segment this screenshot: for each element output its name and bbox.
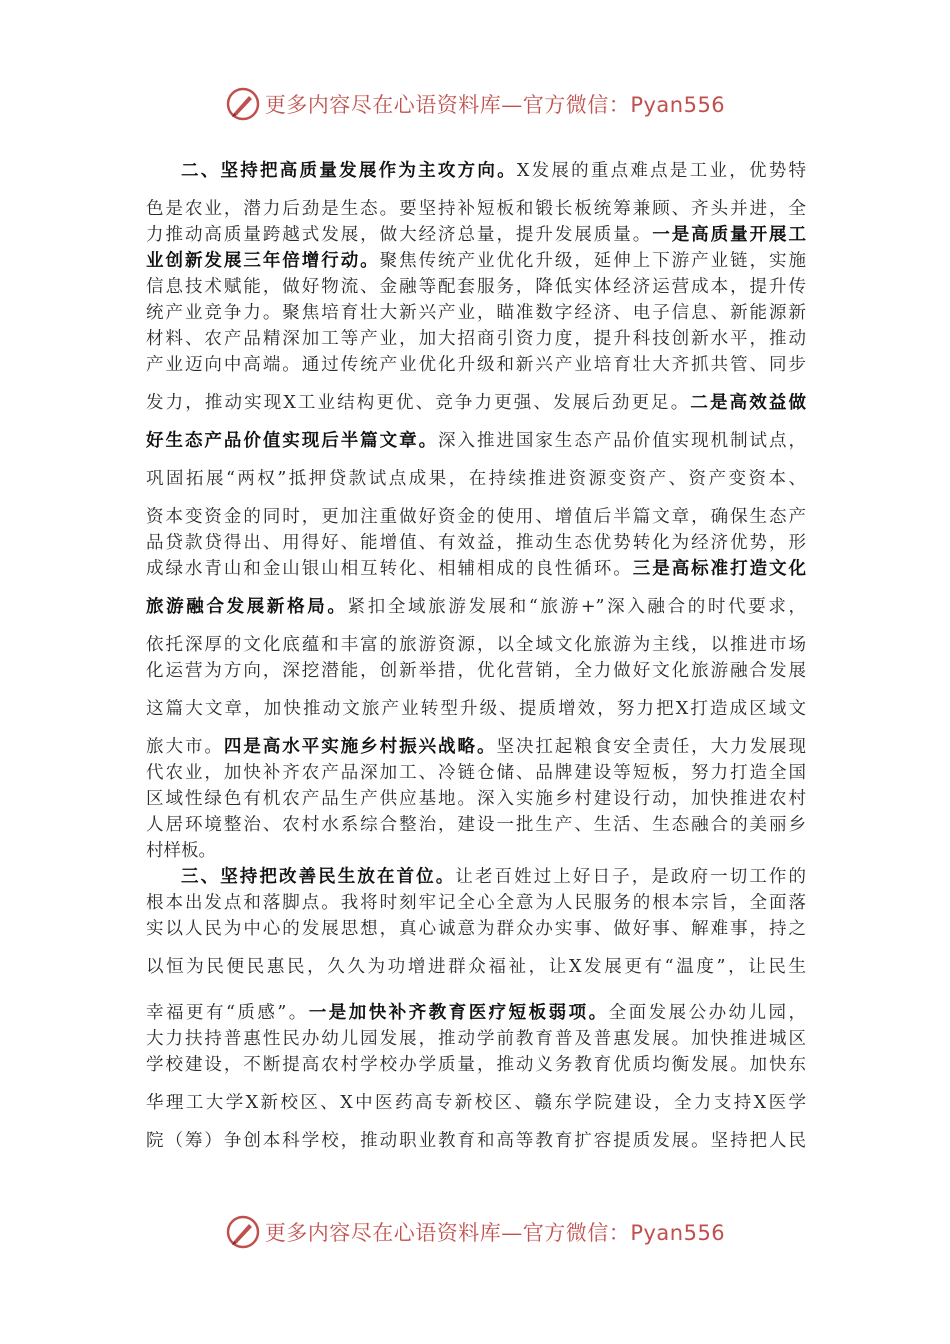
paragraph-line: 院（筹）争创本科学校，推动职业教育和高等教育扩容提质发展。坚持把人民 [146, 1131, 806, 1151]
paragraph-line: 华理工大学X新校区、X中医药高专新校区、赣东学院建设，全力支持X医学 [146, 1093, 806, 1113]
paragraph-line: 依托深厚的文化底蕴和丰富的旅游资源，以全域文化旅游为主线，以推进市场 [146, 635, 806, 655]
paragraph-line: 三、坚持把改善民生放在首位。让老百姓过上好日子，是政府一切工作的 [181, 867, 806, 887]
paragraph-line: 代农业，加快补齐农产品深加工、冷链仓储、品牌建设等短板，努力打造全国 [146, 763, 806, 783]
paragraph-line: 资本变资金的同时，更加注重做好资金的使用、增值后半篇文章，确保生态产 [146, 507, 806, 527]
paragraph-line: 人居环境整治、农村水系综合整治，建设一批生产、生活、生态融合的美丽乡 [146, 815, 806, 835]
paragraph-line: 发力，推动实现X工业结构更优、竞争力更强、发展后劲更足。二是高效益做 [146, 393, 806, 413]
paragraph-line: 这篇大文章，加快推动文旅产业转型升级、提质增效，努力把X打造成区域文 [146, 699, 806, 719]
paragraph-line: 色是农业，潜力后劲是生态。要坚持补短板和锻长板统筹兼顾、齐头并进，全 [146, 199, 806, 219]
paragraph-line: 化运营为方向，深挖潜能，创新举措，优化营销，全力做好文化旅游融合发展 [146, 661, 806, 681]
pen-logo-icon [225, 86, 261, 122]
paragraph-line: 力推动高质量跨越式发展，做大经济总量，提升发展质量。一是高质量开展工 [146, 225, 806, 245]
paragraph-line: 大力扶持普惠性民办幼儿园发展，推动学前教育普及普惠发展。加快推进城区 [146, 1029, 806, 1049]
paragraph-line: 成绿水青山和金山银山相互转化、相辅相成的良性循环。三是高标准打造文化 [146, 559, 806, 579]
wechat-id: Pyan556 [630, 1221, 726, 1245]
section-heading: 三、坚持把改善民生放在首位。 [181, 867, 456, 887]
paragraph-line: 区域性绿色有机农产品生产供应基地。深入实施乡村建设行动，加快推进农村 [146, 789, 806, 809]
paragraph-line: 村样板。 [146, 841, 216, 861]
paragraph-line: 旅大市。四是高水平实施乡村振兴战略。坚决扛起粮食安全责任，大力发展现 [146, 737, 806, 757]
paragraph-line: 好生态产品价值实现后半篇文章。深入推进国家生态产品价值实现机制试点， [146, 431, 806, 451]
paragraph-line: 信息技术赋能，做好物流、金融等配套服务，降低实体经济运营成本，提升传 [146, 277, 806, 297]
paragraph-line: 业创新发展三年倍增行动。聚焦传统产业优化升级，延伸上下游产业链，实施 [146, 251, 806, 271]
paragraph-line: 产业迈向中高端。通过传统产业优化升级和新兴产业培育壮大齐抓共管、同步 [146, 355, 806, 375]
paragraph-line: 二、坚持把高质量发展作为主攻方向。X发展的重点难点是工业，优势特 [181, 161, 806, 181]
paragraph-line: 根本出发点和落脚点。我将时刻牢记全心全意为人民服务的根本宗旨，全面落 [146, 893, 806, 913]
footer-watermark-banner [0, 1212, 950, 1252]
section-heading: 二、坚持把高质量发展作为主攻方向。 [181, 161, 517, 181]
paragraph-line: 品贷款贷得出、用得好、能增值、有效益，推动生态优势转化为经济优势，形 [146, 533, 806, 553]
paragraph-line: 统产业竞争力。聚焦培育壮大新兴产业，瞄准数字经济、电子信息、新能源新 [146, 303, 806, 323]
paragraph-line: 以恒为民便民惠民，久久为功增进群众福祉，让X发展更有“温度”，让民生 [146, 957, 806, 977]
header-banner-text: 更多内容尽在心语资料库—官方微信：Pyan556 [264, 93, 726, 117]
pen-logo-icon [225, 1214, 261, 1250]
paragraph-line: 材料、农产品精深加工等产业，加大招商引资力度，提升科技创新水平，推动 [146, 329, 806, 349]
document-body [146, 155, 806, 1157]
paragraph-line: 学校建设，不断提高农村学校办学质量，推动义务教育优质均衡发展。加快东 [146, 1055, 806, 1075]
paragraph-line: 幸福更有“质感”。一是加快补齐教育医疗短板弱项。全面发展公办幼儿园， [146, 1003, 806, 1023]
header-watermark-banner [0, 84, 950, 124]
paragraph-line: 巩固拓展“两权”抵押贷款试点成果，在持续推进资源变资产、资产变资本、 [146, 469, 806, 489]
wechat-id: Pyan556 [630, 93, 726, 117]
paragraph-line: 旅游融合发展新格局。紧扣全域旅游发展和“旅游+”深入融合的时代要求， [146, 597, 806, 617]
footer-banner-text: 更多内容尽在心语资料库—官方微信：Pyan556 [264, 1221, 726, 1245]
paragraph-line: 实以人民为中心的发展思想，真心诚意为群众办实事、做好事、解难事，持之 [146, 919, 806, 939]
